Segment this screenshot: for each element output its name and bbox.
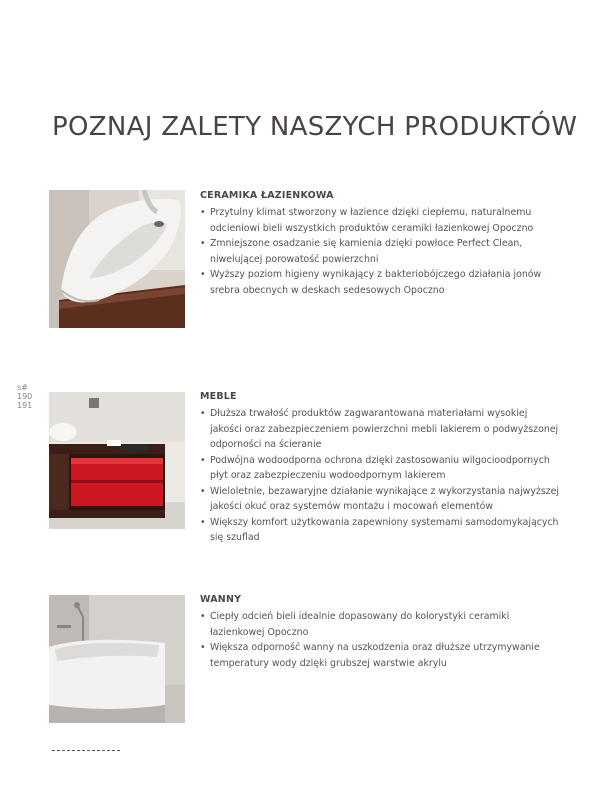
page-title: POZNAJ ZALETY NASZYCH PRODUKTÓW [52,112,578,142]
margin-note-line: 191 [17,401,33,410]
section-bathtubs [200,594,560,671]
bullet-item: • Przytulny klimat stworzony w łazience dzięki ciepłemu, naturalnemu odcieniowi bieli wszystkich produktów ceramiki łazienkowej Opoczno [200,205,560,236]
margin-note-line: 190 [17,392,33,401]
bullet-item: • Ciepły odcień bieli idealnie dopasowany do kolorystyki ceramiki łazienkowej Opoczno [200,609,560,640]
furniture-illustration [49,392,185,529]
section-ceramics [200,190,560,298]
bullet-item: • Zmniejszone osadzanie się kamienia dzięki powłoce Perfect Clean, niwelującej porowatość powierzchni [200,236,560,267]
section-furniture [200,391,560,546]
margin-note-line: s# [17,383,28,392]
bullet-list [200,205,560,298]
bullet-item: • Większy komfort użytkowania zapewniony systemami samodomykających się szuflad [200,515,560,546]
bathtub-illustration [49,595,185,723]
sink-illustration [49,190,185,328]
bullet-list [200,609,560,671]
section-title: CERAMIKA ŁAZIENKOWA [200,190,334,201]
bathroom-furniture-photo [49,392,185,529]
section-title: MEBLE [200,391,237,402]
bullet-item: • Wieloletnie, bezawaryjne działanie wynikające z wykorzystania najwyższej jakości okuć oraz systemów montażu i mocowań elementów [200,484,560,515]
bullet-item: • Podwójna wodoodporna ochrona dzięki zastosowaniu wilgocioodpornych płyt oraz zabezpieczeniu wodoodpornym lakierem [200,453,560,484]
margin-page-note [17,383,32,410]
bullet-item: • Większa odporność wanny na uszkodzenia oraz dłuższe utrzymywanie temperatury wody dzięki grubszej warstwie akrylu [200,640,560,671]
section-title: WANNY [200,594,242,605]
footer-divider [52,750,120,751]
bullet-list [200,406,560,546]
bathroom-sink-photo [49,190,185,328]
bullet-item: • Wyższy poziom higieny wynikający z bakteriobójczego działania jonów srebra obecnych w deskach sedesowych Opoczno [200,267,560,298]
bathtub-photo [49,595,185,723]
bullet-item: • Dłuższa trwałość produktów zagwarantowana materiałami wysokiej jakości oraz zabezpieczeniem powierzchni mebli lakierem o podwyższonej odporności na ścieranie [200,406,560,453]
